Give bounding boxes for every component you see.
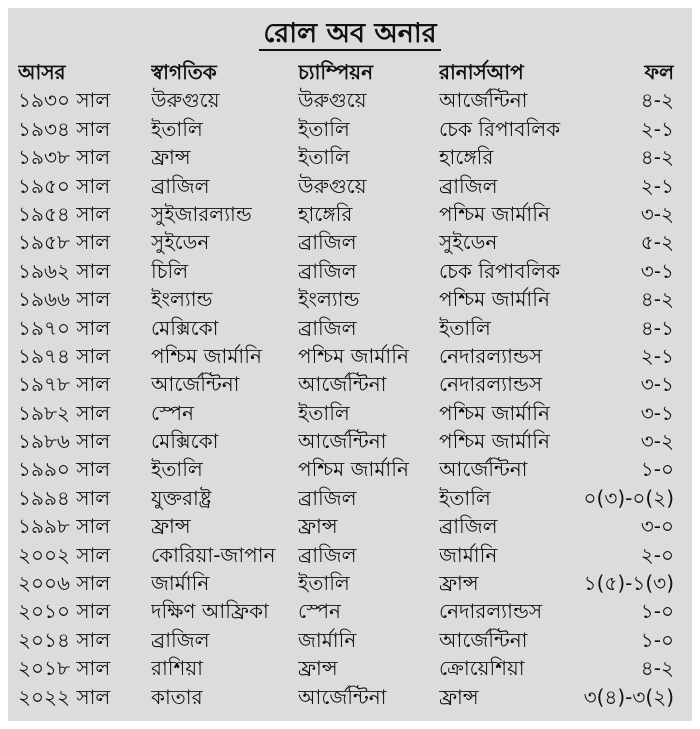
header-result: ফল (644, 60, 674, 84)
table-row (8, 370, 692, 398)
cell-host: জার্মানি (151, 571, 210, 596)
cell-result: ৪-২ (640, 145, 674, 170)
cell-champion: ব্রাজিল (298, 315, 357, 340)
cell-champion: ইতালি (298, 400, 350, 425)
table-row (8, 86, 692, 114)
table-row (8, 484, 692, 512)
cell-host: যুক্তরাষ্ট্র (151, 485, 212, 510)
cell-host: স্পেন (151, 400, 194, 425)
cell-runner-up: নেদারল্যান্ডস (439, 599, 543, 624)
cell-champion: ইতালি (298, 145, 350, 170)
cell-host: ব্রাজিল (151, 173, 210, 198)
cell-result: ৩-১ (640, 258, 674, 283)
header-year: আসর (18, 60, 66, 84)
cell-result: ৪-১ (640, 315, 674, 340)
cell-host: দক্ষিণ আফ্রিকা (151, 599, 269, 624)
table-row (8, 172, 692, 200)
cell-year: ২০১৪ সাল (18, 627, 111, 652)
cell-runner-up: সুইডেন (439, 230, 498, 255)
table-row (8, 541, 692, 569)
header-host: স্বাগতিক (151, 60, 217, 84)
table-row (8, 626, 692, 654)
cell-host: কোরিয়া-জাপান (151, 542, 276, 567)
cell-runner-up: ক্রোয়েশিয়া (439, 656, 525, 681)
cell-runner-up: পশ্চিম জার্মানি (439, 400, 550, 425)
cell-year: ২০১৮ সাল (18, 656, 111, 681)
cell-champion: উরুগুয়ে (298, 88, 367, 113)
cell-year: ১৯৬২ সাল (18, 258, 111, 283)
cell-champion: পশ্চিম জার্মানি (298, 343, 409, 368)
cell-host: মেক্সিকো (151, 315, 219, 340)
cell-result: ২-০ (640, 542, 674, 567)
cell-result: ৪-২ (640, 287, 674, 312)
cell-champion: ইতালি (298, 571, 350, 596)
cell-host: ইংল্যান্ড (151, 287, 213, 312)
cell-champion: ফ্রান্স (298, 514, 338, 539)
cell-year: ১৯৩৪ সাল (18, 116, 111, 141)
cell-year: ১৯৭৮ সাল (18, 372, 111, 397)
cell-result: ২-১ (640, 343, 674, 368)
table-row (8, 427, 692, 455)
cell-champion: পশ্চিম জার্মানি (298, 457, 409, 482)
cell-runner-up: আর্জেন্টিনা (439, 88, 528, 113)
cell-year: ১৯৭০ সাল (18, 315, 111, 340)
table-row (8, 115, 692, 143)
cell-host: সুইজারল্যান্ড (151, 201, 252, 226)
cell-champion: জার্মানি (298, 627, 357, 652)
cell-year: ১৯৯৮ সাল (18, 514, 111, 539)
table-header-row (8, 58, 692, 86)
table-row (8, 455, 692, 483)
results-table (8, 58, 692, 711)
cell-host: রাশিয়া (151, 656, 203, 681)
cell-host: চিলি (151, 258, 189, 283)
cell-host: ইতালি (151, 457, 203, 482)
cell-year: ১৯৯০ সাল (18, 457, 111, 482)
cell-host: পশ্চিম জার্মানি (151, 343, 262, 368)
cell-runner-up: ফ্রান্স (439, 571, 479, 596)
table-row (8, 597, 692, 625)
table-row (8, 257, 692, 285)
cell-runner-up: পশ্চিম জার্মানি (439, 429, 550, 454)
cell-host: কাতার (151, 684, 203, 709)
cell-year: ১৯৮৬ সাল (18, 429, 111, 454)
cell-year: ১৯৫৪ সাল (18, 201, 111, 226)
cell-champion: ফ্রান্স (298, 656, 338, 681)
cell-champion: স্পেন (298, 599, 341, 624)
cell-host: ফ্রান্স (151, 145, 191, 170)
cell-runner-up: নেদারল্যান্ডস (439, 372, 543, 397)
cell-champion: ব্রাজিল (298, 230, 357, 255)
cell-host: ব্রাজিল (151, 627, 210, 652)
cell-year: ১৯৭৪ সাল (18, 343, 111, 368)
cell-runner-up: ইতালি (439, 485, 491, 510)
cell-result: ৩-২ (640, 429, 674, 454)
cell-runner-up: ইতালি (439, 315, 491, 340)
cell-year: ১৯৯৪ সাল (18, 485, 111, 510)
table-row (8, 143, 692, 171)
cell-runner-up: নেদারল্যান্ডস (439, 343, 543, 368)
cell-host: মেক্সিকো (151, 429, 219, 454)
cell-result: ৫-২ (640, 230, 674, 255)
cell-result: ৩-০ (640, 514, 674, 539)
title-text: রোল অব অনার (259, 18, 440, 51)
cell-year: ২০০৬ সাল (18, 571, 111, 596)
cell-runner-up: ব্রাজিল (439, 514, 498, 539)
cell-result: ১-০ (640, 627, 674, 652)
cell-champion: ব্রাজিল (298, 542, 357, 567)
cell-year: ১৯৫৮ সাল (18, 230, 111, 255)
table-row (8, 512, 692, 540)
cell-host: ইতালি (151, 116, 203, 141)
cell-runner-up: চেক রিপাবলিক (439, 116, 561, 141)
cell-champion: আর্জেন্টিনা (298, 684, 387, 709)
cell-runner-up: পশ্চিম জার্মানি (439, 201, 550, 226)
table-row (8, 654, 692, 682)
table-row (8, 342, 692, 370)
table-row (8, 399, 692, 427)
cell-runner-up: জার্মানি (439, 542, 498, 567)
cell-year: ১৯৩৮ সাল (18, 145, 111, 170)
cell-host: ফ্রান্স (151, 514, 191, 539)
cell-year: ২০২২ সাল (18, 684, 111, 709)
cell-year: ১৯৫০ সাল (18, 173, 111, 198)
cell-result: ১-০ (640, 457, 674, 482)
cell-runner-up: আর্জেন্টিনা (439, 627, 528, 652)
table-row (8, 314, 692, 342)
cell-champion: আর্জেন্টিনা (298, 429, 387, 454)
roll-of-honour-panel (8, 8, 692, 721)
cell-runner-up: পশ্চিম জার্মানি (439, 287, 550, 312)
cell-result: ১-০ (640, 599, 674, 624)
cell-year: ১৯৮২ সাল (18, 400, 111, 425)
header-runner-up: রানার্সআপ (439, 60, 524, 84)
cell-runner-up: হাঙ্গেরি (439, 145, 494, 170)
cell-champion: ব্রাজিল (298, 485, 357, 510)
cell-host: আর্জেন্টিনা (151, 372, 240, 397)
cell-year: ২০০২ সাল (18, 542, 111, 567)
cell-champion: উরুগুয়ে (298, 173, 367, 198)
cell-champion: ব্রাজিল (298, 258, 357, 283)
table-row (8, 683, 692, 711)
cell-host: উরুগুয়ে (151, 88, 220, 113)
table-row (8, 569, 692, 597)
cell-result: ৩(৪)-৩(২) (583, 684, 674, 709)
cell-runner-up: আর্জেন্টিনা (439, 457, 528, 482)
cell-result: ৪-২ (640, 656, 674, 681)
cell-host: সুইডেন (151, 230, 210, 255)
cell-champion: ইংল্যান্ড (298, 287, 360, 312)
cell-runner-up: ব্রাজিল (439, 173, 498, 198)
table-row (8, 200, 692, 228)
table-body (8, 86, 692, 711)
cell-champion: ইতালি (298, 116, 350, 141)
cell-champion: হাঙ্গেরি (298, 201, 353, 226)
cell-year: ১৯৩০ সাল (18, 88, 111, 113)
cell-result: ২-১ (640, 116, 674, 141)
cell-result: ০(৩)-০(২) (583, 485, 674, 510)
cell-runner-up: চেক রিপাবলিক (439, 258, 561, 283)
cell-result: ৩-২ (640, 201, 674, 226)
table-row (8, 228, 692, 256)
cell-result: ৩-১ (640, 372, 674, 397)
cell-year: ২০১০ সাল (18, 599, 111, 624)
cell-result: ৪-২ (640, 88, 674, 113)
table-row (8, 285, 692, 313)
cell-result: ১(৫)-১(৩) (583, 571, 674, 596)
header-champion: চ্যাম্পিয়ন (298, 60, 374, 84)
cell-result: ২-১ (640, 173, 674, 198)
cell-year: ১৯৬৬ সাল (18, 287, 111, 312)
cell-runner-up: ফ্রান্স (439, 684, 479, 709)
page-title (8, 16, 692, 52)
cell-result: ৩-১ (640, 400, 674, 425)
cell-champion: আর্জেন্টিনা (298, 372, 387, 397)
